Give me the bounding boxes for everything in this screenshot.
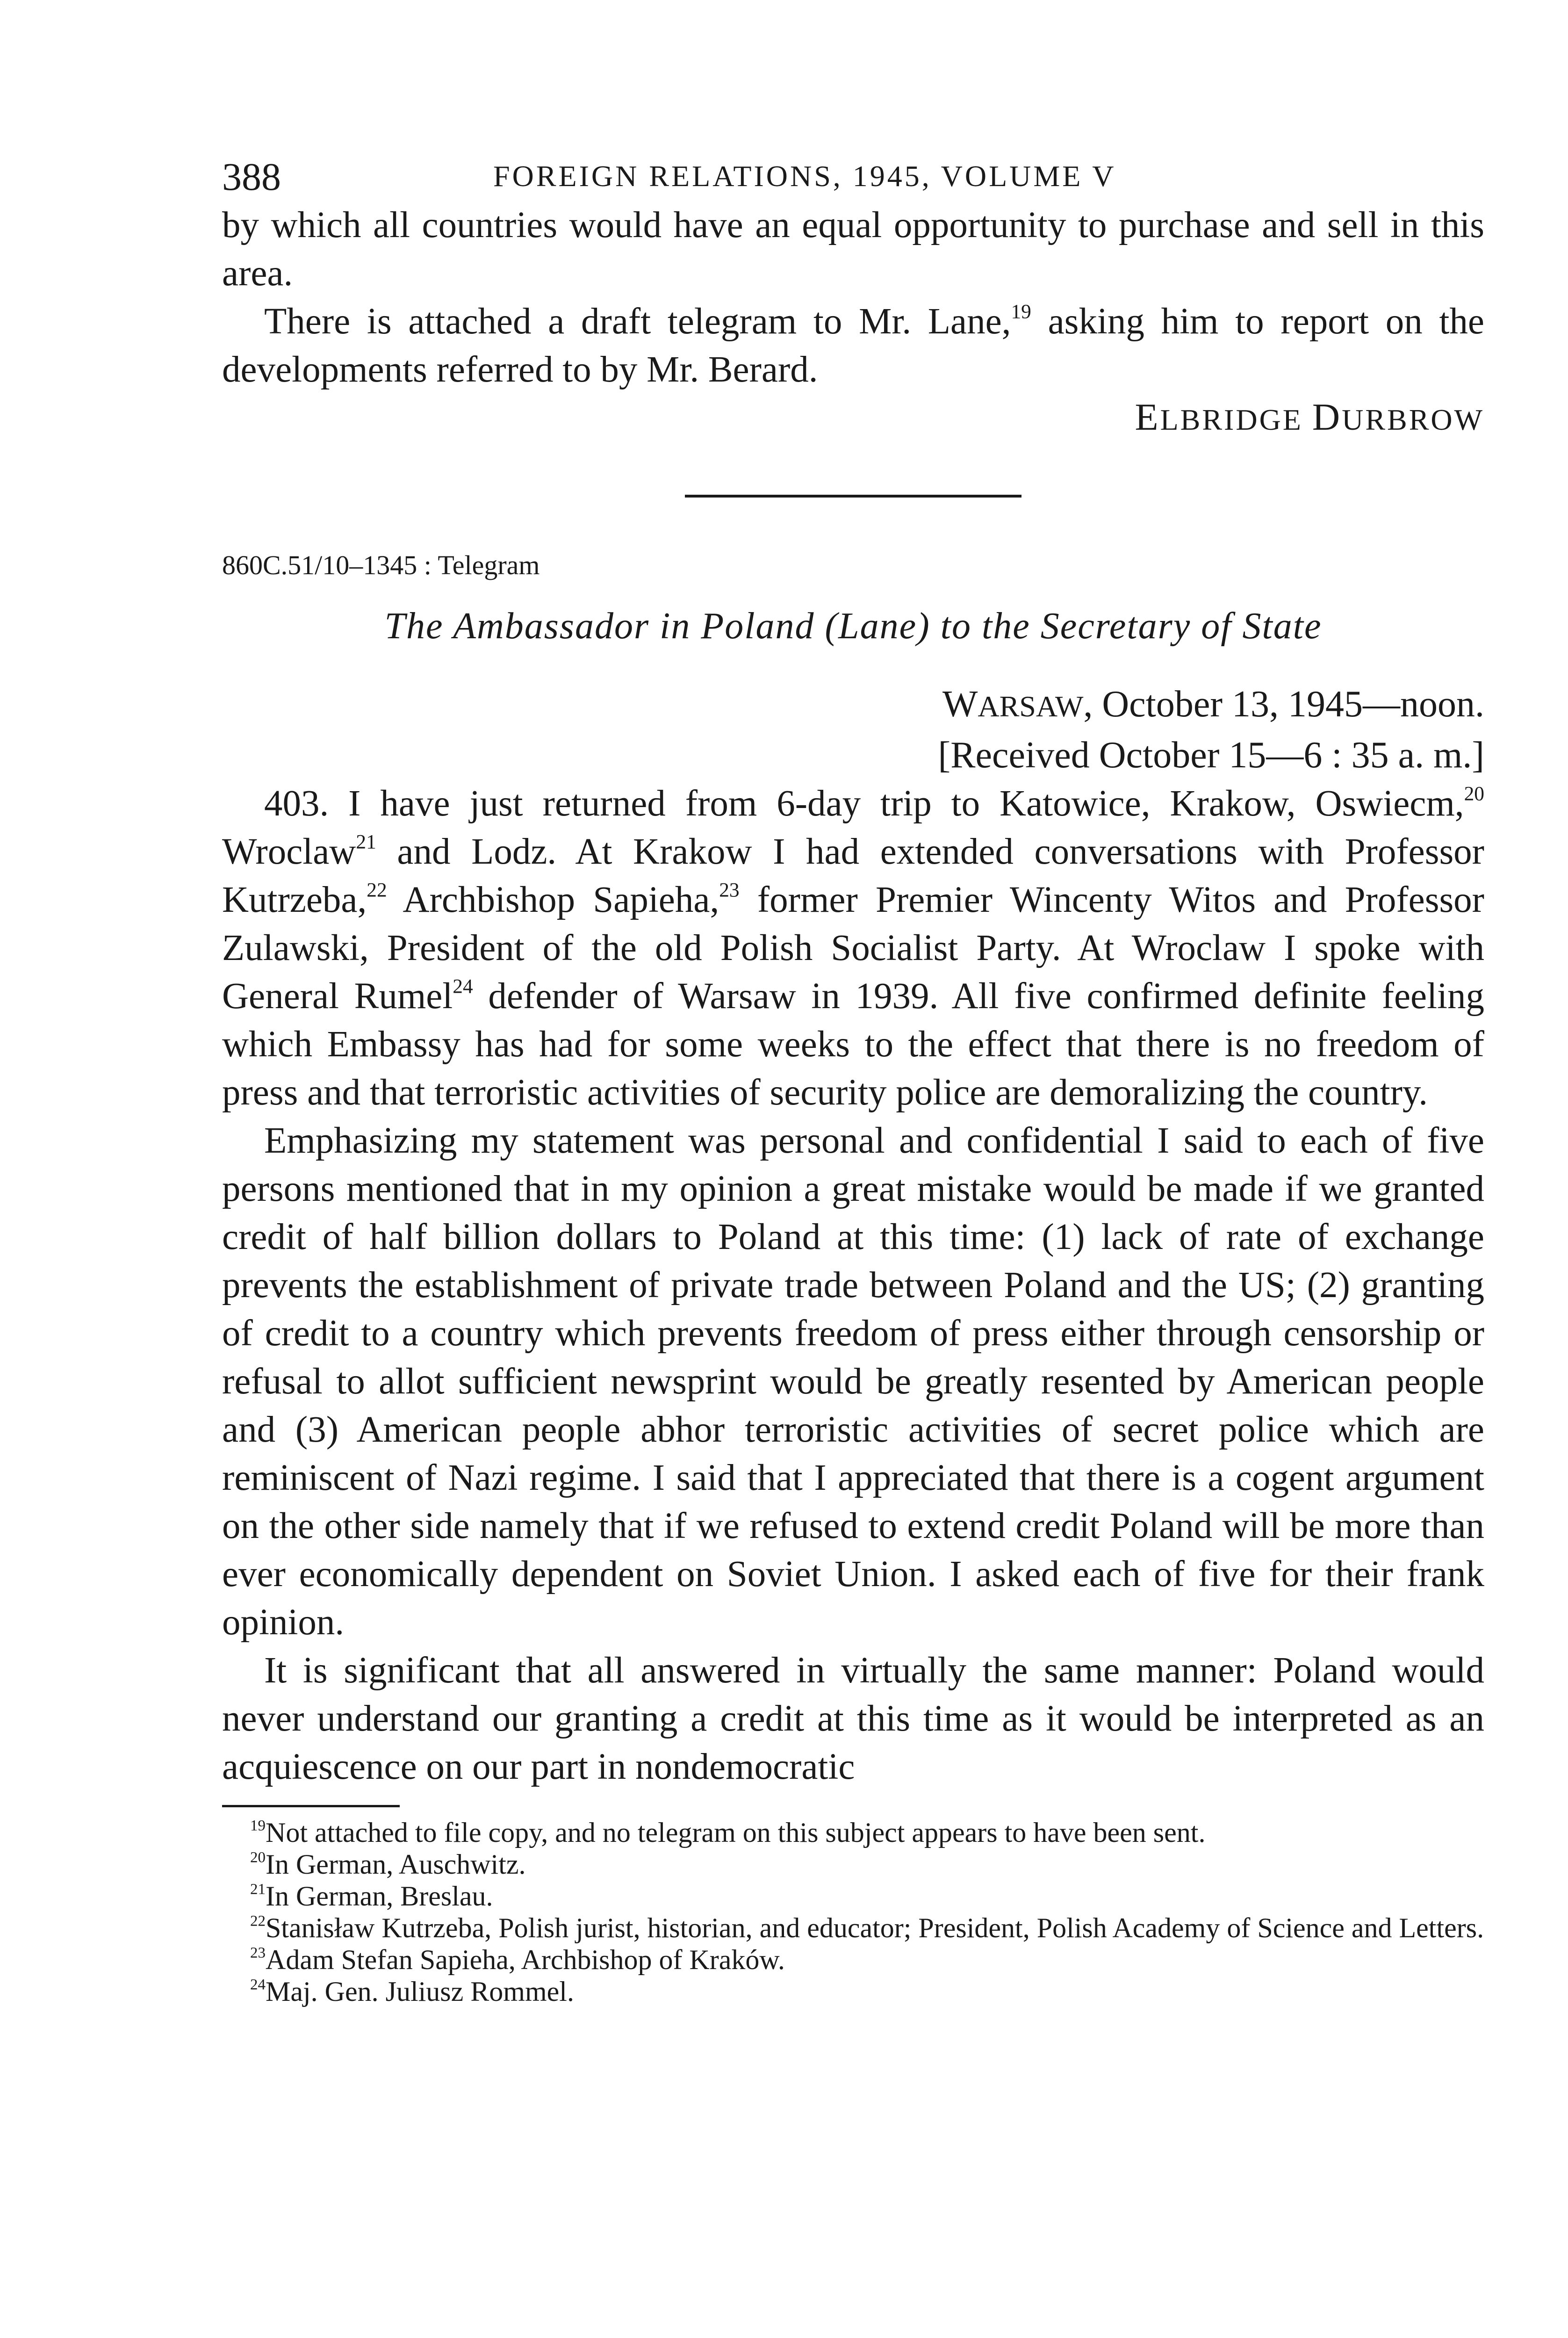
intro-paragraph-1: by which all countries would have an equal opportunity to purchase and sell in this area.	[222, 205, 1484, 294]
dateline-place-initial: W	[942, 684, 978, 725]
body-paragraph-1-text-b: Wroclaw	[222, 831, 356, 872]
signature-first-name: LBRIDGE	[1160, 403, 1303, 436]
footnote-text: In German, Breslau.	[266, 1881, 493, 1912]
document-title: The Ambassador in Poland (Lane) to the Secretary of State	[384, 606, 1322, 647]
body-paragraph-1	[222, 779, 1484, 1117]
signature	[222, 394, 1484, 443]
footnote-text: Not attached to file copy, and no telegram on this subject appears to have been sent.	[266, 1817, 1206, 1848]
footnote-24	[222, 1976, 1484, 2007]
footnote-23	[222, 1944, 1484, 1976]
footnote-number: 23	[250, 1944, 266, 1962]
document-page	[222, 154, 1484, 2007]
body-paragraph-1-text-a: 403. I have just returned from 6-day trip to Katowice, Krakow, Oswiecm,	[264, 783, 1464, 824]
dateline-place: ARSAW	[978, 690, 1084, 723]
intro-paragraph-2-text-a: There is attached a draft telegram to Mr. Lane,	[264, 301, 1011, 342]
footnote-22	[222, 1912, 1484, 1944]
footnote-19	[222, 1817, 1484, 1848]
footnote-number: 21	[250, 1881, 266, 1898]
body-paragraph-3: It is significant that all answered in virtually the same manner: Poland would never understand our granting a credit at this time as it would be interpreted as an acquiescence on our part in nondemocratic	[222, 1650, 1484, 1787]
footnote-number: 20	[250, 1849, 266, 1866]
footnote-number: 24	[250, 1976, 266, 1993]
section-divider	[685, 495, 1021, 498]
footnote-text: Stanisław Kutrzeba, Polish jurist, historian, and educator; President, Polish Academy of Science and Letters.	[266, 1912, 1484, 1943]
body-paragraph-1-text-f: defender of Warsaw in 1939. All five confirmed definite feeling which Embassy has had for some weeks to the effect that there is no freedom of press and that terroristic activities of security police are demoralizing the country.	[222, 976, 1484, 1113]
footnote-ref-21: 21	[356, 830, 376, 853]
footnote-ref-23: 23	[719, 879, 740, 902]
signature-initial-first: E	[1135, 396, 1160, 438]
intro-paragraph-2-text-b: asking him to report on the developments referred to by Mr. Berard.	[222, 301, 1484, 390]
body-paragraph-1-text-d: Archbishop Sapieha,	[387, 880, 719, 920]
footnote-text: In German, Auschwitz.	[266, 1849, 526, 1880]
signature-initial-last: D	[1312, 396, 1342, 438]
running-head: FOREIGN RELATIONS, 1945, VOLUME V	[493, 159, 1116, 193]
footnote-ref-19: 19	[1011, 300, 1031, 323]
footnote-text: Adam Stefan Sapieha, Archbishop of Kraków.	[266, 1944, 785, 1975]
intro-paragraph-2	[222, 297, 1484, 394]
footnote-number: 22	[250, 1912, 266, 1930]
footnote-21	[222, 1880, 1484, 1912]
dateline-date: , October 13, 1945—noon.	[1083, 684, 1484, 725]
file-reference: 860C.51/10–1345 : Telegram	[222, 550, 540, 580]
body-paragraph-2: Emphasizing my statement was personal and confidential I said to each of five persons mentioned that in my opinion a great mistake would be made if we granted credit of half billion dollars to Poland at this time: (1) lack of rate of exchange prevents the establishment of private trade between Poland and the US; (2) granting of credit to a country which prevents freedom of press either through censorship or refusal to allot sufficient newsprint would be greatly resented by American people and (3) American people abhor terroristic activities of secret police which are reminiscent of Nazi regime. I said that I appreciated that there is a cogent argument on the other side namely that if we refused to extend credit Poland will be more than ever economically dependent on Soviet Union. I asked each of five for their frank opinion.	[222, 1120, 1484, 1643]
signature-last-name: URBROW	[1342, 403, 1484, 436]
footnote-ref-24: 24	[453, 975, 473, 998]
dateline	[222, 680, 1484, 731]
page-number: 388	[222, 155, 281, 199]
received-line: [Received October 15—6 : 35 a. m.]	[938, 735, 1484, 776]
body-paragraph-1-text-e: former Premier Wincenty Witos and Professor Zulawski, President of the old Polish Socialist Party. At Wroclaw I spoke with General Rumel	[222, 880, 1484, 1017]
footnote-number: 19	[250, 1817, 266, 1834]
footnote-divider	[222, 1805, 400, 1807]
footnote-text: Maj. Gen. Juliusz Rommel.	[266, 1976, 574, 2007]
footnote-ref-22: 22	[367, 879, 387, 902]
page-header	[222, 154, 1484, 199]
body-paragraph-1-text-c: and Lodz. At Krakow I had extended conversations with Professor Kutrzeba,	[222, 831, 1484, 920]
footnote-ref-20: 20	[1464, 782, 1484, 805]
footnote-20	[222, 1848, 1484, 1880]
footnotes	[222, 1817, 1484, 2007]
